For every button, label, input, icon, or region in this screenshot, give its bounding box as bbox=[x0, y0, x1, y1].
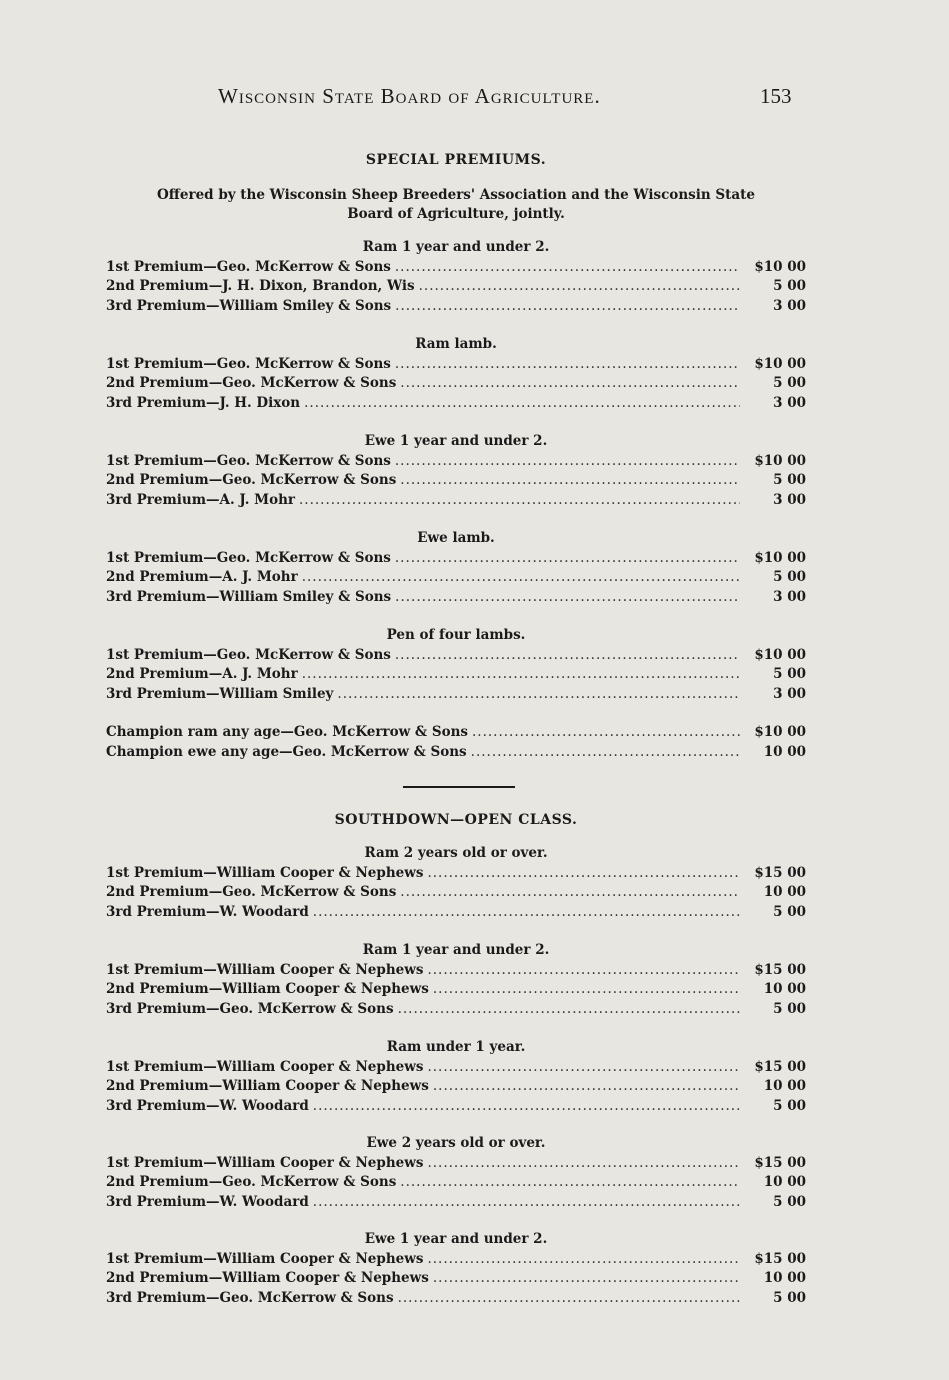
premium-row bbox=[106, 1059, 806, 1078]
premium-row bbox=[106, 550, 806, 569]
premium-amount: $10 00 bbox=[754, 259, 806, 275]
premium-row bbox=[106, 1155, 806, 1174]
premium-amount: $15 00 bbox=[754, 865, 806, 881]
premium-label: 3rd Premium—J. H. Dixon bbox=[106, 395, 301, 411]
premium-row bbox=[106, 865, 806, 884]
premium-row bbox=[106, 666, 806, 685]
premium-amount: 3 00 bbox=[773, 492, 806, 508]
section-title-special: SPECIAL PREMIUMS. bbox=[365, 152, 547, 168]
premium-label: 1st Premium—William Cooper & Nephews bbox=[106, 962, 424, 978]
premium-amount: 5 00 bbox=[773, 1290, 806, 1306]
group-heading: Ram 1 year and under 2. bbox=[362, 942, 550, 958]
premium-label: 2nd Premium—Geo. McKerrow & Sons bbox=[106, 375, 397, 391]
champion-amount: 10 00 bbox=[763, 744, 806, 760]
premium-row bbox=[106, 647, 806, 666]
page-number: 153 bbox=[760, 84, 792, 108]
premium-label: 3rd Premium—Geo. McKerrow & Sons bbox=[106, 1001, 394, 1017]
premium-amount: 5 00 bbox=[773, 472, 806, 488]
premium-label: 1st Premium—William Cooper & Nephews bbox=[106, 1059, 424, 1075]
premium-row bbox=[106, 569, 806, 588]
premium-row bbox=[106, 589, 806, 608]
premium-row bbox=[106, 278, 806, 297]
premium-label: 2nd Premium—J. H. Dixon, Brandon, Wis bbox=[106, 278, 415, 294]
champion-row bbox=[106, 744, 806, 763]
group-heading: Pen of four lambs. bbox=[386, 627, 526, 643]
premium-label: 1st Premium—William Cooper & Nephews bbox=[106, 865, 424, 881]
premium-label: 2nd Premium—William Cooper & Nephews bbox=[106, 1078, 429, 1094]
premium-amount: $15 00 bbox=[754, 1251, 806, 1267]
group-heading: Ram 2 years old or over. bbox=[364, 845, 548, 861]
intro-line-1: Offered by the Wisconsin Sheep Breeders' Association and the Wisconsin State bbox=[157, 187, 755, 203]
running-title: Wisconsin State Board of Agriculture. bbox=[218, 84, 601, 108]
premium-amount: 5 00 bbox=[773, 375, 806, 391]
premium-amount: 5 00 bbox=[773, 278, 806, 294]
premium-amount: 10 00 bbox=[763, 1174, 806, 1190]
champion-label: Champion ewe any age—Geo. McKerrow & Sons bbox=[106, 744, 467, 760]
premium-row bbox=[106, 472, 806, 491]
premium-row bbox=[106, 492, 806, 511]
premium-amount: 5 00 bbox=[773, 1001, 806, 1017]
premium-amount: 10 00 bbox=[763, 981, 806, 997]
premium-label: 2nd Premium—William Cooper & Nephews bbox=[106, 1270, 429, 1286]
premium-label: 1st Premium—Geo. McKerrow & Sons bbox=[106, 550, 391, 566]
section-divider bbox=[403, 786, 515, 788]
premium-amount: 3 00 bbox=[773, 589, 806, 605]
premium-row bbox=[106, 1194, 806, 1213]
premium-label: 3rd Premium—William Smiley & Sons bbox=[106, 298, 392, 314]
premium-label: 3rd Premium—W. Woodard bbox=[106, 904, 309, 920]
premium-label: 3rd Premium—W. Woodard bbox=[106, 1098, 309, 1114]
premium-amount: $15 00 bbox=[754, 962, 806, 978]
premium-row bbox=[106, 686, 806, 705]
intro-line-2: Board of Agriculture, jointly. bbox=[347, 206, 565, 222]
premium-row bbox=[106, 1078, 806, 1097]
premium-amount: $10 00 bbox=[754, 356, 806, 372]
premium-row bbox=[106, 884, 806, 903]
premium-amount: 10 00 bbox=[763, 1270, 806, 1286]
premium-row bbox=[106, 1001, 806, 1020]
premium-amount: 3 00 bbox=[773, 298, 806, 314]
premium-label: 3rd Premium—William Smiley bbox=[106, 686, 334, 702]
premium-amount: 3 00 bbox=[773, 686, 806, 702]
premium-amount: $10 00 bbox=[754, 550, 806, 566]
premium-amount: 5 00 bbox=[773, 666, 806, 682]
premium-row bbox=[106, 1098, 806, 1117]
premium-label: 2nd Premium—A. J. Mohr bbox=[106, 569, 298, 585]
group-heading: Ewe lamb. bbox=[417, 530, 495, 546]
premium-row bbox=[106, 356, 806, 375]
premium-row bbox=[106, 1251, 806, 1270]
premium-label: 2nd Premium—Geo. McKerrow & Sons bbox=[106, 884, 397, 900]
premium-amount: 5 00 bbox=[773, 1098, 806, 1114]
premium-row bbox=[106, 298, 806, 317]
premium-amount: 5 00 bbox=[773, 1194, 806, 1210]
premium-label: 1st Premium—William Cooper & Nephews bbox=[106, 1251, 424, 1267]
premium-label: 2nd Premium—A. J. Mohr bbox=[106, 666, 298, 682]
premium-label: 1st Premium—Geo. McKerrow & Sons bbox=[106, 453, 391, 469]
premium-label: 1st Premium—Geo. McKerrow & Sons bbox=[106, 647, 391, 663]
premium-label: 2nd Premium—Geo. McKerrow & Sons bbox=[106, 1174, 397, 1190]
premium-amount: $15 00 bbox=[754, 1155, 806, 1171]
premium-amount: $10 00 bbox=[754, 647, 806, 663]
premium-label: 1st Premium—Geo. McKerrow & Sons bbox=[106, 356, 391, 372]
premium-amount: $15 00 bbox=[754, 1059, 806, 1075]
group-heading: Ewe 1 year and under 2. bbox=[364, 433, 548, 449]
premium-amount: 5 00 bbox=[773, 904, 806, 920]
premium-label: 2nd Premium—Geo. McKerrow & Sons bbox=[106, 472, 397, 488]
premium-row bbox=[106, 395, 806, 414]
premium-label: 3rd Premium—A. J. Mohr bbox=[106, 492, 295, 508]
premium-label: 1st Premium—William Cooper & Nephews bbox=[106, 1155, 424, 1171]
premium-row bbox=[106, 375, 806, 394]
premium-label: 3rd Premium—Geo. McKerrow & Sons bbox=[106, 1290, 394, 1306]
premium-row bbox=[106, 962, 806, 981]
premium-label: 3rd Premium—William Smiley & Sons bbox=[106, 589, 392, 605]
champion-label: Champion ram any age—Geo. McKerrow & Sons bbox=[106, 724, 468, 740]
premium-amount: 5 00 bbox=[773, 569, 806, 585]
premium-label: 2nd Premium—William Cooper & Nephews bbox=[106, 981, 429, 997]
premium-amount: 3 00 bbox=[773, 395, 806, 411]
group-heading: Ewe 2 years old or over. bbox=[366, 1135, 546, 1151]
premium-amount: 10 00 bbox=[763, 884, 806, 900]
group-heading: Ram 1 year and under 2. bbox=[362, 239, 550, 255]
premium-label: 3rd Premium—W. Woodard bbox=[106, 1194, 309, 1210]
champion-amount: $10 00 bbox=[754, 724, 806, 740]
premium-amount: 10 00 bbox=[763, 1078, 806, 1094]
premium-amount: $10 00 bbox=[754, 453, 806, 469]
premium-row bbox=[106, 1174, 806, 1193]
premium-row bbox=[106, 259, 806, 278]
premium-row bbox=[106, 453, 806, 472]
group-heading: Ewe 1 year and under 2. bbox=[364, 1231, 548, 1247]
champion-row bbox=[106, 724, 806, 743]
premium-row bbox=[106, 1270, 806, 1289]
premium-row bbox=[106, 1290, 806, 1309]
premium-row bbox=[106, 981, 806, 1000]
premium-row bbox=[106, 904, 806, 923]
premium-label: 1st Premium—Geo. McKerrow & Sons bbox=[106, 259, 391, 275]
group-heading: Ram under 1 year. bbox=[386, 1039, 526, 1055]
group-heading: Ram lamb. bbox=[415, 336, 497, 352]
section-title-southdown: SOUTHDOWN—OPEN CLASS. bbox=[334, 812, 578, 828]
